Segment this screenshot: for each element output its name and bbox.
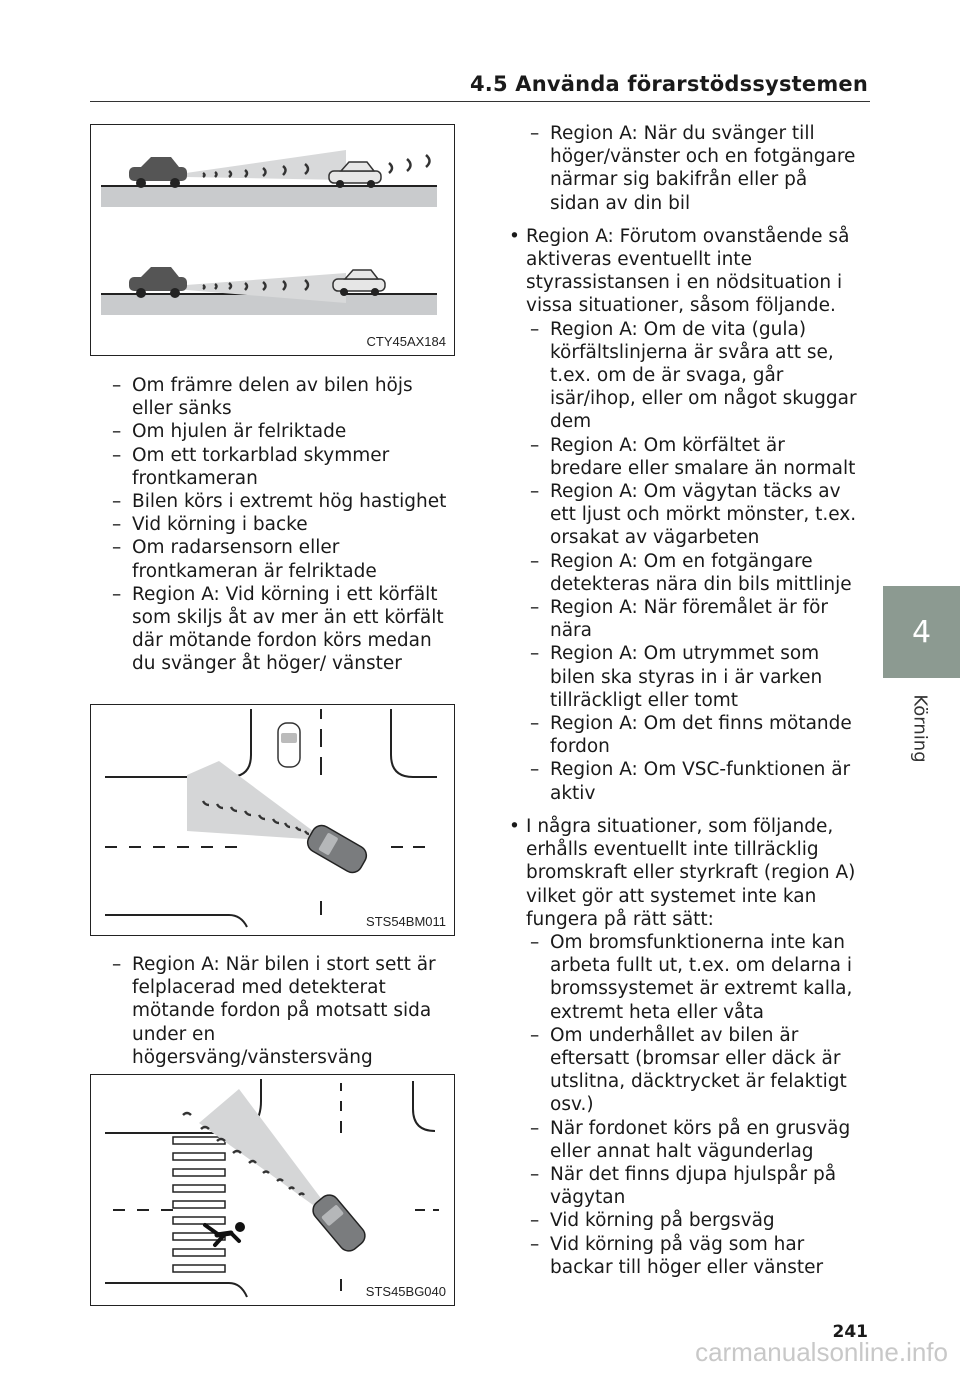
list-item: – Om underhållet av bilen är eftersatt (bromsar eller däck är utslitna, däcktrycket är felaktigt osv.) [506, 1024, 862, 1117]
list-item: – Region A: När föremålet är för nära [506, 596, 862, 642]
list-item: – Region A: Om en fotgängare detekteras nära din bils mittlinje [506, 550, 862, 596]
bullet-text: I några situationer, som följande, erhålls eventuellt inte tillräcklig bromskraft eller styrkraft (region A) vilket gör att systemet inte kan fungera på rätt sätt: [526, 815, 856, 930]
list-item: – Region A: Om de vita (gula) körfältslinjerna är svåra att se, t.ex. om de är svaga, går isär/ihop, eller om något skuggar dem [506, 318, 862, 434]
figure-code: STS45BG040 [365, 1284, 446, 1299]
left-column-list-2 [100, 953, 455, 1069]
bullet-braking-force [506, 815, 862, 931]
list-item: – Region A: När bilen i stort sett är felplacerad med detekterat mötande fordon på motsatt sida under en högersväng/vänstersväng [100, 953, 455, 1069]
figure-code: CTY45AX184 [366, 334, 446, 349]
list-item: – Region A: Om det finns mötande fordon [506, 712, 862, 758]
list-item: – Om främre delen av bilen höjs eller sänks [100, 374, 455, 420]
list-item: – Region A: Vid körning i ett körfält som skiljs åt av mer än ett körfält där mötande fordon körs medan du svänger åt höger/ vänster [100, 583, 455, 676]
figure-code: STS54BM011 [366, 914, 446, 929]
list-item: – Vid körning på väg som har backar till höger eller vänster [506, 1233, 862, 1279]
list-item: – Region A: Om vägytan täcks av ett ljust och mörkt mönster, t.ex. orsakat av vägarbeten [506, 480, 862, 550]
list-item: – Region A: Om körfältet är bredare eller smalare än normalt [506, 434, 862, 480]
list-item: – Om hjulen är felriktade [100, 420, 455, 443]
list-item: – Om radarsensorn eller frontkameran är felriktade [100, 536, 455, 582]
figure-intersection-oncoming [90, 704, 455, 936]
header-divider [90, 101, 870, 102]
list-item: – Vid körning i backe [100, 513, 455, 536]
watermark[interactable]: carmanualsonline.info [695, 1337, 948, 1367]
list-item: – Om ett torkarblad skymmer frontkameran [100, 444, 455, 490]
left-column-list-1 [100, 374, 455, 676]
figure-radar-side-view [90, 124, 455, 356]
list-item: – Region A: Om utrymmet som bilen ska styras in i är varken tillräckligt eller tomt [506, 642, 862, 712]
list-item: – När det finns djupa hjulspår på vägytan [506, 1163, 862, 1209]
list-item: – Bilen körs i extremt hög hastighet [100, 490, 455, 513]
bullet-text: Region A: Förutom ovanstående så aktiveras eventuellt inte styrassistansen i en nödsituation i vissa situationer, såsom följande. [526, 225, 850, 317]
list-item: – När fordonet körs på en grusväg eller annat halt vägunderlag [506, 1117, 862, 1163]
chapter-tab[interactable]: 4 [883, 586, 960, 678]
pedestrian-illustration [91, 1075, 454, 1305]
list-item: – Region A: När du svänger till höger/vänster och en fotgängare närmar sig bakifrån eller på sidan av din bil [506, 122, 862, 215]
radar-side-illustration [91, 125, 454, 355]
list-item: – Vid körning på bergsväg [506, 1209, 862, 1232]
bullet-steering-assist [506, 225, 862, 318]
list-item: – Om bromsfunktionerna inte kan arbeta fullt ut, t.ex. om delarna i bromssystemet är extremt kalla, extremt heta eller våta [506, 931, 862, 1024]
figure-intersection-pedestrian [90, 1074, 455, 1306]
right-column [506, 122, 862, 1279]
chapter-label: Körning [909, 693, 931, 763]
section-title: 4.5 Använda förarstödssystemen [469, 72, 868, 96]
intersection-illustration [91, 705, 454, 935]
page-number: 241 [832, 1322, 868, 1342]
list-item: – Region A: Om VSC-funktionen är aktiv [506, 758, 862, 804]
